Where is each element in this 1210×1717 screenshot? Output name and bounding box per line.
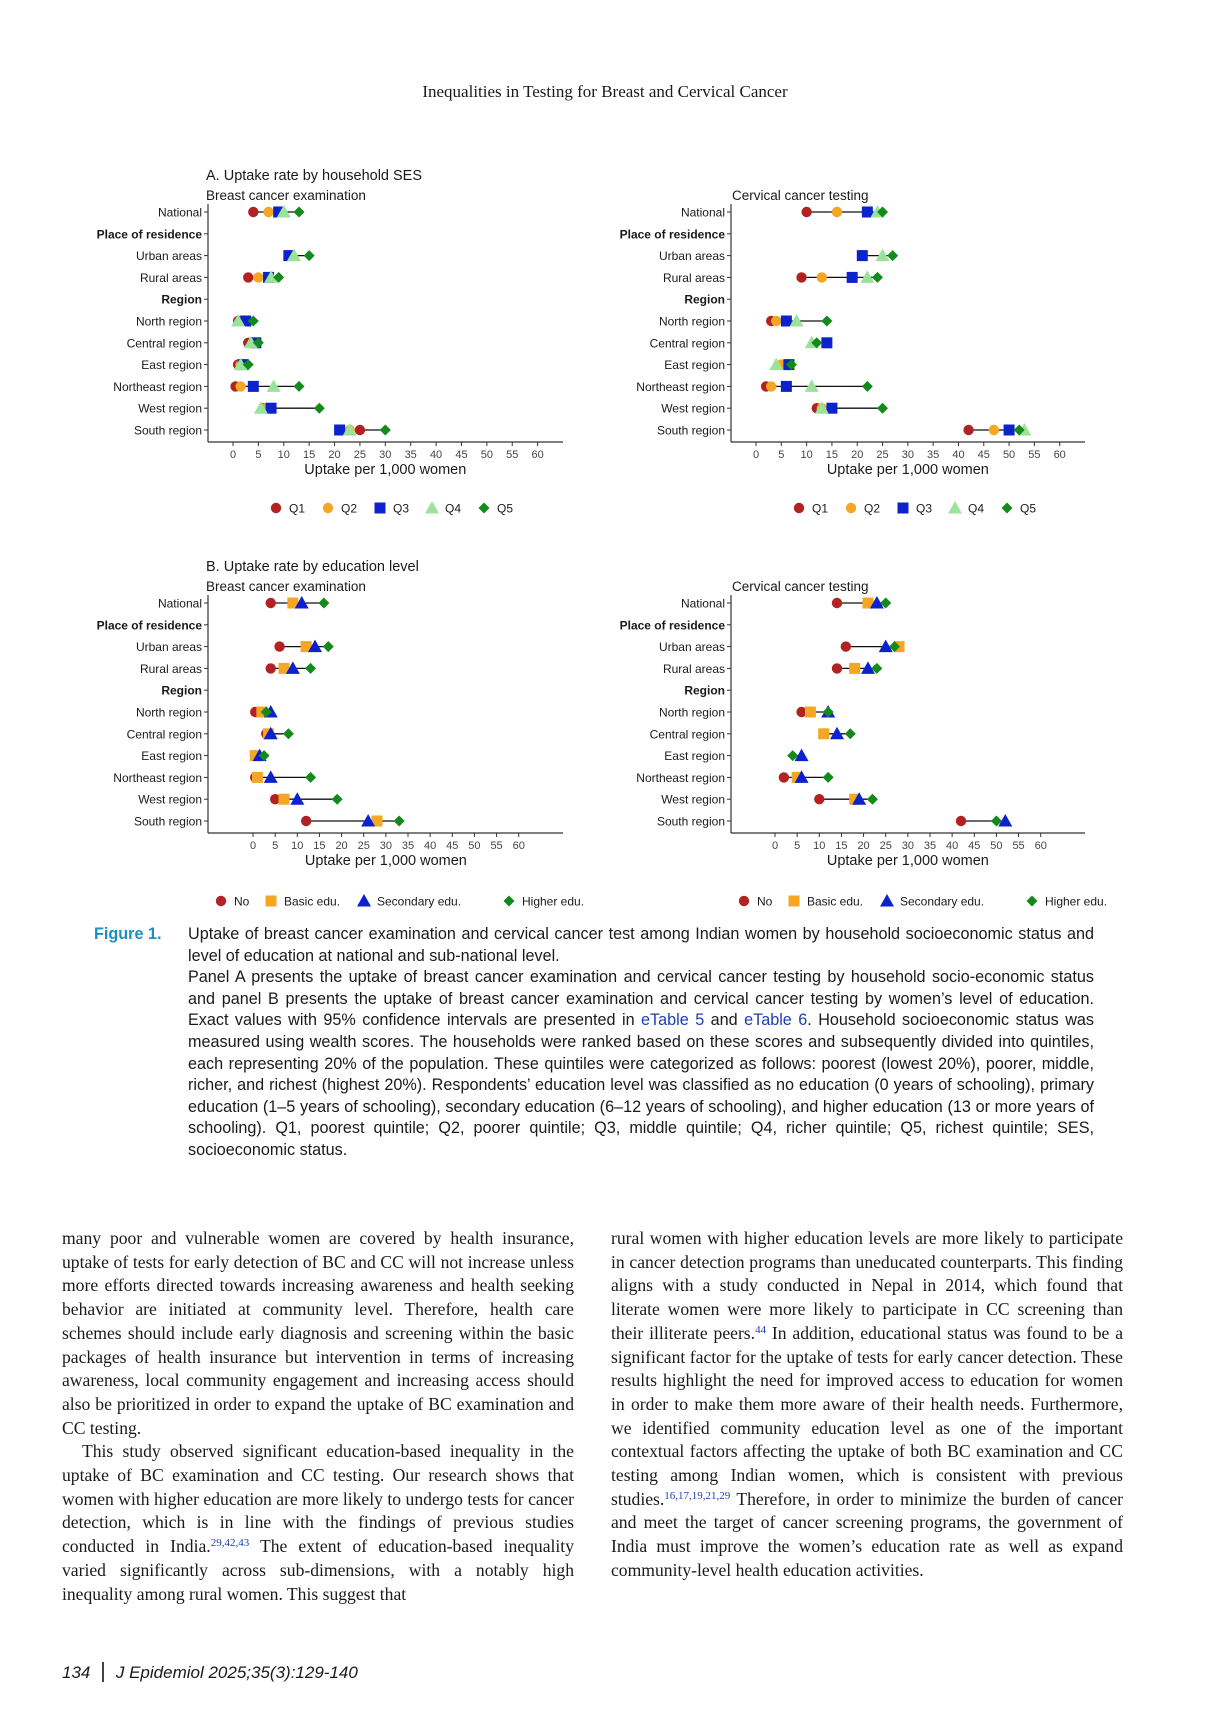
chart-title: Cervical cancer testing — [732, 188, 869, 203]
y-tick-label: Rural areas — [139, 270, 202, 285]
data-point — [766, 381, 776, 391]
x-tick-label: 45 — [455, 449, 468, 461]
data-point — [264, 770, 278, 783]
data-point — [860, 270, 874, 283]
page-number: 134 — [62, 1663, 91, 1682]
x-tick-label: 20 — [851, 449, 864, 461]
legend-label: Secondary edu. — [377, 894, 462, 909]
data-point — [796, 272, 806, 282]
x-axis-label: Uptake per 1,000 women — [304, 853, 467, 869]
x-tick-label: 45 — [977, 449, 990, 461]
data-point — [266, 663, 276, 673]
y-tick-label: East region — [141, 358, 202, 373]
legend-label: Q1 — [289, 501, 306, 516]
x-tick-label: 25 — [357, 840, 370, 852]
x-tick-label: 15 — [825, 449, 839, 461]
data-point — [847, 272, 858, 283]
data-point — [841, 641, 851, 651]
y-tick-label: Northeast region — [113, 770, 202, 785]
x-tick-label: 55 — [506, 449, 519, 461]
x-tick-label: 55 — [1028, 449, 1041, 461]
legend-label: Q3 — [916, 501, 933, 516]
data-point — [263, 207, 273, 217]
x-tick-label: 30 — [901, 840, 914, 852]
y-tick-label: National — [680, 596, 725, 611]
data-point — [818, 728, 829, 739]
chart-title: Breast cancer examination — [206, 579, 366, 594]
etable5-link[interactable]: eTable 5 — [641, 1011, 705, 1030]
x-tick-label: 25 — [876, 449, 889, 461]
x-tick-label: 10 — [813, 840, 826, 852]
data-point — [857, 250, 868, 261]
data-point — [845, 728, 856, 739]
data-point — [887, 250, 898, 261]
y-tick-label: South region — [133, 423, 202, 438]
y-tick-label: Region — [684, 292, 725, 307]
x-tick-label: 10 — [800, 449, 813, 461]
footer-separator — [102, 1662, 104, 1682]
x-tick-label: 50 — [1002, 449, 1016, 461]
x-tick-label: 40 — [429, 449, 443, 461]
data-point — [290, 792, 304, 805]
data-point — [872, 272, 883, 283]
y-tick-label: National — [157, 205, 202, 220]
data-point — [826, 403, 837, 414]
x-tick-label: 35 — [923, 840, 937, 852]
x-tick-label: 45 — [446, 840, 459, 852]
x-tick-label: 45 — [968, 840, 981, 852]
data-point — [814, 794, 824, 804]
x-tick-label: 10 — [277, 449, 290, 461]
legend-marker — [375, 503, 386, 514]
y-tick-label: Urban areas — [658, 249, 725, 264]
y-tick-label: Region — [161, 683, 202, 698]
data-point — [877, 403, 888, 414]
data-point — [832, 598, 842, 608]
data-point — [805, 379, 819, 392]
x-tick-label: 0 — [752, 449, 760, 461]
data-point — [989, 425, 999, 435]
figure-1 — [0, 150, 1210, 910]
legend-label: Basic edu. — [807, 894, 864, 909]
legend-label: Secondary edu. — [900, 894, 985, 909]
data-point — [267, 379, 281, 392]
legend-label: Higher edu. — [522, 894, 585, 909]
legend-label: Q4 — [445, 501, 462, 516]
y-tick-label: South region — [656, 423, 725, 438]
x-tick-label: 40 — [946, 840, 959, 852]
data-point — [332, 794, 343, 805]
legend-label: Higher edu. — [1045, 894, 1108, 909]
right-paragraph-1: rural women with higher education levels are more likely to participate in cancer detection programs than uneducated counterparts. This finding aligns with a study conducted in Nepal in 2014, which found that literate women were more likely to participate in CC screening than their illiterate peers.$^{44}$ In addition, educational status was found to be a significant factor for the uptake of tests for early cancer detection. These results highlight the need for improved access to education for women in order to make them more aware of their health needs. Furthermore, we identified community education level as one of the important contextual factors affecting the uptake of both BC examination and CC testing among Indian women, which is consistent with previous studies.$^{16,17,19,21,29}$ Therefore, in order to minimize the burden of cancer and meet the target of cancer screening programs, the government of India must improve the women’s education rate as well as expand community-level health education activities. — [611, 1228, 1123, 1580]
x-tick-label: 10 — [291, 840, 304, 852]
caption-title: Uptake of breast cancer examination and cervical cancer test among Indian women by household socioeconomic status and level of education at national and sub-national level. — [188, 925, 1094, 965]
legend-label: Q3 — [393, 501, 410, 516]
legend-label: Basic edu. — [284, 894, 341, 909]
y-tick-label: South region — [656, 814, 725, 829]
running-head: Inequalities in Testing for Breast and Cervical Cancer — [422, 82, 788, 101]
legend-label: Q4 — [968, 501, 985, 516]
y-tick-label: Northeast region — [636, 379, 725, 394]
legend-marker — [880, 894, 894, 907]
data-point — [832, 663, 842, 673]
x-tick-label: 40 — [952, 449, 965, 461]
x-tick-label: 5 — [778, 449, 785, 461]
y-tick-label: Central region — [126, 336, 202, 351]
legend-marker — [271, 503, 281, 513]
y-tick-label: Rural areas — [662, 661, 725, 676]
y-tick-label: Urban areas — [658, 640, 725, 655]
x-tick-label: 60 — [531, 449, 544, 461]
data-point — [394, 816, 405, 827]
data-point — [266, 403, 277, 414]
data-point — [305, 772, 316, 783]
x-tick-label: 35 — [927, 449, 940, 461]
data-point — [821, 316, 832, 327]
data-point — [781, 316, 792, 327]
legend-marker — [794, 503, 804, 513]
y-tick-label: Rural areas — [139, 661, 202, 676]
data-point — [334, 425, 345, 436]
x-tick-label: 30 — [379, 840, 392, 852]
x-tick-label: 0 — [229, 449, 237, 461]
x-tick-label: 60 — [1053, 449, 1066, 461]
data-point — [266, 598, 276, 608]
data-point — [314, 403, 325, 414]
y-tick-label: North region — [135, 705, 202, 720]
data-point — [380, 425, 391, 436]
data-point — [781, 381, 792, 392]
data-point — [304, 250, 315, 261]
data-point — [318, 598, 329, 609]
citation-link[interactable]: 16,17,19,21,29 — [664, 1489, 731, 1502]
x-tick-label: 55 — [1012, 840, 1025, 852]
x-tick-label: 15 — [835, 840, 848, 852]
y-tick-label: Place of residence — [96, 618, 202, 633]
x-axis-label: Uptake per 1,000 women — [826, 462, 989, 478]
citation-link[interactable]: 44 — [755, 1323, 767, 1336]
x-tick-label: 25 — [353, 449, 367, 461]
data-point — [294, 207, 305, 218]
y-tick-label: Urban areas — [135, 249, 202, 264]
data-point — [849, 663, 860, 674]
left-paragraph-2: This study observed significant education-based inequality in the uptake of BC examination and CC testing. Our research shows that women with higher education are more likely to undergo tests for cancer detection, which is in line with the findings of previous studies conducted in India.$^{29,42,43}$ The extent of education-based inequality varied significantly across sub-dimensions, with a notably high inequality among rural women. This suggest that — [62, 1441, 574, 1604]
y-tick-label: Place of residence — [619, 227, 725, 242]
data-point — [823, 772, 834, 783]
data-point — [305, 663, 316, 674]
x-tick-label: 50 — [990, 840, 1003, 852]
x-tick-label: 20 — [328, 449, 341, 461]
x-tick-label: 15 — [303, 449, 316, 461]
data-point — [1004, 425, 1015, 436]
y-tick-label: West region — [661, 401, 725, 416]
y-tick-label: West region — [138, 792, 202, 807]
data-point — [832, 207, 842, 217]
x-tick-label: 5 — [272, 840, 279, 852]
x-tick-label: 50 — [468, 840, 481, 852]
data-point — [830, 727, 844, 740]
legend-marker — [323, 503, 333, 513]
x-tick-label: 25 — [879, 840, 892, 852]
legend-marker — [846, 503, 856, 513]
journal-citation: J Epidemiol 2025;35(3):129-140 — [115, 1663, 358, 1682]
y-tick-label: Central region — [649, 336, 725, 351]
data-point — [779, 772, 789, 782]
y-tick-label: Region — [161, 292, 202, 307]
x-tick-label: 30 — [901, 449, 914, 461]
y-tick-label: East region — [664, 358, 725, 373]
y-tick-label: Central region — [649, 727, 725, 742]
data-point — [956, 816, 966, 826]
y-tick-label: Region — [684, 683, 725, 698]
data-point — [771, 316, 781, 326]
x-axis-label: Uptake per 1,000 women — [304, 462, 467, 478]
legend-marker — [948, 501, 962, 514]
data-point — [876, 249, 890, 262]
data-point — [248, 381, 259, 392]
x-axis-label: Uptake per 1,000 women — [826, 853, 989, 869]
data-point — [294, 381, 305, 392]
x-tick-label: 35 — [404, 449, 417, 461]
legend-label: Q5 — [1020, 501, 1037, 516]
data-point — [867, 794, 878, 805]
legend-marker — [1027, 896, 1038, 907]
legend-marker — [504, 896, 515, 907]
y-tick-label: West region — [661, 792, 725, 807]
y-tick-label: Central region — [126, 727, 202, 742]
y-tick-label: West region — [138, 401, 202, 416]
x-tick-label: 0 — [249, 840, 257, 852]
x-tick-label: 35 — [401, 840, 415, 852]
legend-marker — [1002, 503, 1013, 514]
data-point — [862, 207, 873, 218]
x-tick-label: 20 — [857, 840, 870, 852]
figure-label: Figure 1. — [94, 925, 162, 943]
page-footer — [62, 1662, 358, 1683]
figure-caption — [94, 924, 1094, 1162]
y-tick-label: Urban areas — [135, 640, 202, 655]
legend-marker — [266, 896, 277, 907]
legend-marker — [898, 503, 909, 514]
x-tick-label: 60 — [512, 840, 525, 852]
x-tick-label: 30 — [379, 449, 392, 461]
data-point — [963, 425, 973, 435]
panel-title: B. Uptake rate by education level — [206, 559, 419, 575]
x-tick-label: 50 — [480, 449, 493, 461]
caption-body: Panel A presents the uptake of breast cancer examination and cervical cancer testing by household socio-economic status and panel B presents the uptake of breast cancer examination and cervical cancer testing by women’s level of education. Exact values with 95% confidence intervals are presented in eTable 5 and eTable 6. Household socioeconomic status was measured using wealth scores. The households were ranked based on these scores and subsequently divided into quintiles, each representing 20% of the population. These quintiles were categorized as follows: poorest (lowest 20%), poorer, middle, richer, and richest (highest 20%). Respondents’ education level was classified as no education (0 years of schooling), primary education (1–5 years of schooling), secondary education (6–12 years of schooling), and higher education (13 or more years of schooling). Q1, poorest quintile; Q2, poorer quintile; Q3, middle quintile; Q4, richer quintile; Q5, richest quintile; SES, socioeconomic status. — [188, 968, 1094, 1159]
data-point — [274, 641, 284, 651]
legend-label: Q2 — [341, 501, 358, 516]
y-tick-label: East region — [141, 749, 202, 764]
y-tick-label: Rural areas — [662, 270, 725, 285]
x-tick-label: 60 — [1034, 840, 1047, 852]
legend-label: Q5 — [497, 501, 514, 516]
data-point — [243, 272, 253, 282]
data-point — [248, 207, 258, 217]
data-point — [817, 272, 827, 282]
x-tick-label: 15 — [313, 840, 326, 852]
data-point — [252, 772, 263, 783]
legend-label: No — [234, 894, 250, 909]
left-column — [62, 1227, 574, 1606]
y-tick-label: National — [680, 205, 725, 220]
data-point — [235, 381, 245, 391]
citation-link[interactable]: 29,42,43 — [210, 1537, 250, 1550]
legend-label: Q2 — [864, 501, 881, 516]
x-tick-label: 40 — [424, 840, 437, 852]
chart-title: Breast cancer examination — [206, 188, 366, 203]
y-tick-label: Place of residence — [619, 618, 725, 633]
y-tick-label: North region — [658, 314, 725, 329]
x-tick-label: 55 — [490, 840, 503, 852]
y-tick-label: South region — [133, 814, 202, 829]
x-tick-label: 5 — [255, 449, 262, 461]
data-point — [821, 337, 832, 348]
legend-marker — [357, 894, 371, 907]
panel-title: A. Uptake rate by household SES — [206, 168, 423, 184]
data-point — [323, 641, 334, 652]
y-tick-label: North region — [658, 705, 725, 720]
legend-label: Q1 — [812, 501, 829, 516]
y-tick-label: Northeast region — [113, 379, 202, 394]
legend-label: No — [757, 894, 773, 909]
x-tick-label: 20 — [335, 840, 348, 852]
legend-marker — [216, 896, 226, 906]
etable6-link[interactable]: eTable 6 — [744, 1011, 808, 1030]
data-point — [862, 381, 873, 392]
y-tick-label: North region — [135, 314, 202, 329]
data-point — [283, 728, 294, 739]
x-tick-label: 0 — [771, 840, 779, 852]
y-tick-label: Place of residence — [96, 227, 202, 242]
data-point — [805, 707, 816, 718]
x-tick-label: 5 — [794, 840, 801, 852]
data-point — [801, 207, 811, 217]
legend-marker — [479, 503, 490, 514]
right-column — [611, 1227, 1123, 1583]
data-point — [355, 425, 365, 435]
data-point — [253, 272, 263, 282]
y-tick-label: East region — [664, 749, 725, 764]
legend-marker — [739, 896, 749, 906]
data-point — [279, 794, 290, 805]
data-point — [301, 816, 311, 826]
legend-marker — [425, 501, 439, 514]
legend-marker — [789, 896, 800, 907]
chart-title: Cervical cancer testing — [732, 579, 869, 594]
y-tick-label: National — [157, 596, 202, 611]
left-paragraph-1: many poor and vulnerable women are covered by health insurance, uptake of tests for early detection of BC and CC will not increase unless more efforts directed towards increasing awareness and health seeking behavior are initiated at community level. Therefore, health care schemes should include early diagnosis and screening within the basic packages of health insurance but intervention in terms of increasing awareness, local community engagement and increasing access should also be prioritized in order to expand the uptake of BC examination and CC testing. — [62, 1228, 574, 1438]
y-tick-label: Northeast region — [636, 770, 725, 785]
